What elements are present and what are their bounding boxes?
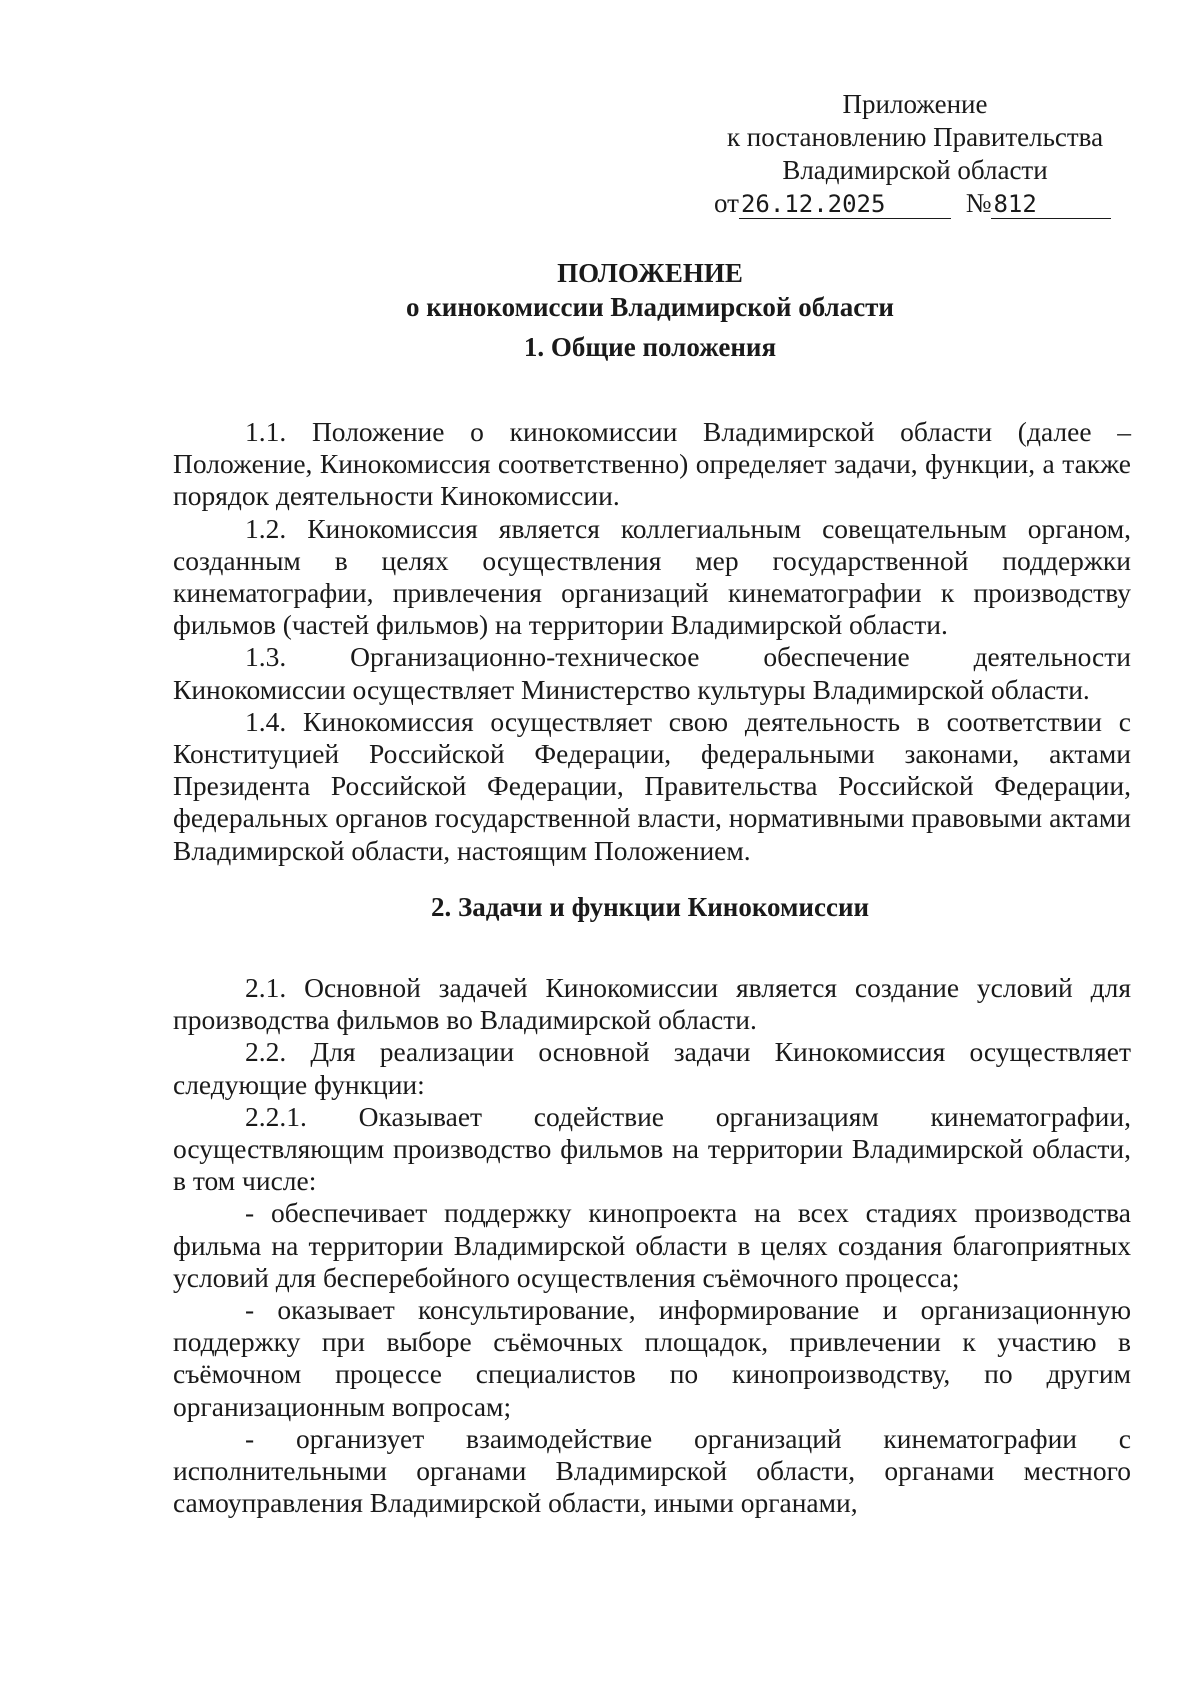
- resolution-date: 26.12.2025: [739, 190, 951, 219]
- appendix-block: [700, 88, 1130, 220]
- appendix-date-number-line: [700, 187, 1130, 220]
- number-label: №: [965, 188, 992, 218]
- from-label: от: [714, 188, 739, 218]
- section-1-body: [173, 416, 1131, 867]
- paragraph-2-2: 2.2. Для реализации основной задачи Кинокомиссия осуществляет следующие функции:: [173, 1036, 1131, 1100]
- appendix-line-2: к постановлению Правительства: [726, 122, 1104, 152]
- paragraph-2-2-1: 2.2.1. Оказывает содействие организациям кинематографии, осуществляющим производство фильмов на территории Владимирской области, в том числе:: [173, 1100, 1131, 1197]
- resolution-number: 812: [991, 190, 1111, 219]
- title-main: ПОЛОЖЕНИЕ: [557, 258, 743, 288]
- document-title: [170, 256, 1130, 324]
- section-2-heading: 2. Задачи и функции Кинокомиссии: [430, 892, 870, 922]
- paragraph-1-2: 1.2. Кинокомиссия является коллегиальным совещательным органом, созданным в целях осуществления мер государственной поддержки кинематографии, привлечения организаций кинематографии к производству фильмов (частей фильмов) на территории Владимирской области.: [173, 512, 1131, 641]
- list-item-interaction: - организует взаимодействие организаций кинематографии с исполнительными органами Владимирской области, органами местного самоуправления Владимирской области, иными органами,: [173, 1422, 1131, 1519]
- section-2-body: [173, 972, 1131, 1519]
- appendix-line-3: Владимирской области: [782, 155, 1048, 185]
- section-1-heading: 1. Общие положения: [523, 332, 777, 362]
- paragraph-2-1: 2.1. Основной задачей Кинокомиссии является создание условий для производства фильмов во Владимирской области.: [173, 972, 1131, 1036]
- title-sub: о кинокомиссии Владимирской области: [406, 292, 894, 322]
- paragraph-1-3: 1.3. Организационно-техническое обеспечение деятельности Кинокомиссии осуществляет Министерство культуры Владимирской области.: [173, 641, 1131, 705]
- paragraph-1-4: 1.4. Кинокомиссия осуществляет свою деятельность в соответствии с Конституцией Российской Федерации, федеральными законами, актами Президента Российской Федерации, Правительства Российской Федерации, федеральных органов государственной власти, нормативными правовыми актами Владимирской области, настоящим Положением.: [173, 705, 1131, 866]
- paragraph-1-1: 1.1. Положение о кинокомиссии Владимирской области (далее – Положение, Кинокомиссия соответственно) определяет задачи, функции, а также порядок деятельности Кинокомиссии.: [173, 416, 1131, 512]
- appendix-line-1: Приложение: [842, 89, 988, 119]
- list-item-support: - обеспечивает поддержку кинопроекта на всех стадиях производства фильма на территории Владимирской области в целях создания благоприятных условий для бесперебойного осуществления съёмочного процесса;: [173, 1197, 1131, 1293]
- list-item-consulting: - оказывает консультирование, информирование и организационную поддержку при выборе съёмочных площадок, привлечении к участию в съёмочном процессе специалистов по кинопроизводству, по другим организационным вопросам;: [173, 1294, 1131, 1422]
